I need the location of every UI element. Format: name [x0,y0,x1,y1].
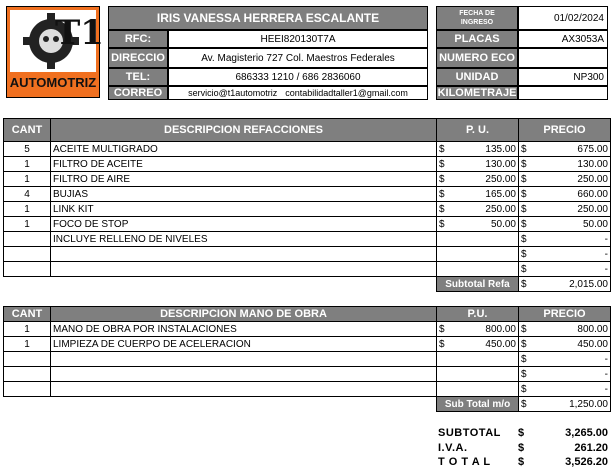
rfc-label: RFC: [108,30,168,48]
eco-value [518,48,608,68]
part-row [4,142,611,157]
labor-price: $ 800.00 [519,322,611,337]
part-desc [51,262,437,277]
client-name: IRIS VANESSA HERRERA ESCALANTE [108,6,428,30]
part-desc: INCLUYE RELLENO DE NIVELES [51,232,437,247]
part-qty [4,247,51,262]
part-qty: 1 [4,202,51,217]
parts-unit-header: P. U. [437,119,519,142]
part-unit-price [437,232,519,247]
part-row [4,232,611,247]
parts-qty-header: CANT [4,119,51,142]
part-qty: 1 [4,172,51,187]
labor-desc [51,367,437,382]
total-value: 3,526.20 [565,456,608,468]
plates-value: AX3053A [518,30,608,48]
part-desc: LINK KIT [51,202,437,217]
labor-subtotal-label: Sub Total m/o [437,397,519,412]
labor-qty: 1 [4,322,51,337]
labor-price: $ - [519,352,611,367]
labor-row [4,352,611,367]
labor-qty [4,382,51,397]
labor-row [4,382,611,397]
subtotal-row: SUBTOTAL $ 3,265.00 [438,427,608,439]
labor-qty-header: CANT [4,307,51,322]
part-price: $ 660.00 [519,187,611,202]
email-primary: servicio@t1automotriz [188,88,278,98]
labor-price: $ - [519,367,611,382]
part-price: $ - [519,262,611,277]
part-desc: BUJIAS [51,187,437,202]
labor-desc: LIMPIEZA DE CUERPO DE ACELERACION [51,337,437,352]
eco-label: NUMERO ECO [436,48,518,68]
email-value [168,86,428,100]
part-qty [4,262,51,277]
iva-row: I.V.A. $ 261.20 [438,442,608,454]
part-row [4,217,611,232]
labor-subtotal: $ 1,250.00 [519,397,611,412]
labor-qty [4,367,51,382]
km-label: KILOMETRAJE [437,87,517,99]
part-qty [4,232,51,247]
part-unit-price: $ 135.00 [437,142,519,157]
logo-wordmark: AUTOMOTRIZ [9,75,97,90]
labor-price: $ - [519,382,611,397]
total-label: T O T A L [438,456,491,468]
part-desc [51,247,437,262]
labor-price-header: PRECIO [519,307,611,322]
part-unit-price: $ 165.00 [437,187,519,202]
rfc-value: HEEI820130T7A [168,30,428,48]
labor-unit-price [437,352,519,367]
labor-row [4,322,611,337]
unit-value: NP300 [518,68,608,86]
part-unit-price: $ 250.00 [437,172,519,187]
part-qty: 1 [4,217,51,232]
parts-subtotal: $ 2,015.00 [519,277,611,292]
part-row [4,187,611,202]
labor-table [3,306,611,412]
labor-qty [4,352,51,367]
part-desc: FILTRO DE ACEITE [51,157,437,172]
part-unit-price: $ 50.00 [437,217,519,232]
labor-row [4,367,611,382]
part-price: $ 250.00 [519,172,611,187]
subtotal-value: 3,265.00 [565,427,608,439]
labor-desc: MANO DE OBRA POR INSTALACIONES [51,322,437,337]
labor-unit-price: $ 800.00 [437,322,519,337]
part-price: $ 675.00 [519,142,611,157]
labor-row [4,337,611,352]
part-price: $ 50.00 [519,217,611,232]
labor-desc [51,352,437,367]
unit-label: UNIDAD [436,68,518,86]
iva-value: 261.20 [574,442,608,454]
logo-mark: T1 [55,13,104,53]
part-row [4,247,611,262]
part-desc: ACEITE MULTIGRADO [51,142,437,157]
part-unit-price: $ 250.00 [437,202,519,217]
address-label: DIRECCIO [108,48,168,68]
part-price: $ - [519,232,611,247]
part-unit-price: $ 130.00 [437,157,519,172]
parts-price-header: PRECIO [519,119,611,142]
iva-label: I.V.A. [438,442,468,454]
part-unit-price [437,262,519,277]
parts-table [3,118,611,292]
company-logo [6,6,104,98]
date-value: 01/02/2024 [518,6,608,30]
part-row [4,202,611,217]
date-label: FECHA DE INGRESO [436,6,518,30]
email-secondary: contabilidadtaller1@gmail.com [285,88,408,98]
part-unit-price [437,247,519,262]
phone-label: TEL: [108,68,168,86]
part-price: $ 250.00 [519,202,611,217]
parts-subtotal-label: Subtotal Refa [437,277,519,292]
total-row: T O T A L $ 3,526.20 [438,456,608,468]
labor-unit-price [437,367,519,382]
part-price: $ - [519,247,611,262]
phone-value: 686333 1210 / 686 2836060 [168,68,428,86]
part-row [4,157,611,172]
parts-desc-header: DESCRIPCION REFACCIONES [51,119,437,142]
plates-label: PLACAS [436,30,518,48]
part-row [4,262,611,277]
labor-unit-price [437,382,519,397]
part-qty: 5 [4,142,51,157]
labor-unit-price: $ 450.00 [437,337,519,352]
part-qty: 1 [4,157,51,172]
labor-qty: 1 [4,337,51,352]
labor-unit-header: P.U. [437,307,519,322]
labor-price: $ 450.00 [519,337,611,352]
part-desc: FILTRO DE AIRE [51,172,437,187]
part-desc: FOCO DE STOP [51,217,437,232]
km-value [518,86,608,100]
part-row [4,172,611,187]
address-value: Av. Magisterio 727 Col. Maestros Federales [168,48,428,68]
labor-desc-header: DESCRIPCION MANO DE OBRA [51,307,437,322]
part-qty: 4 [4,187,51,202]
labor-desc [51,382,437,397]
part-price: $ 130.00 [519,157,611,172]
subtotal-label: SUBTOTAL [438,427,501,439]
email-label: CORREO [108,86,168,100]
